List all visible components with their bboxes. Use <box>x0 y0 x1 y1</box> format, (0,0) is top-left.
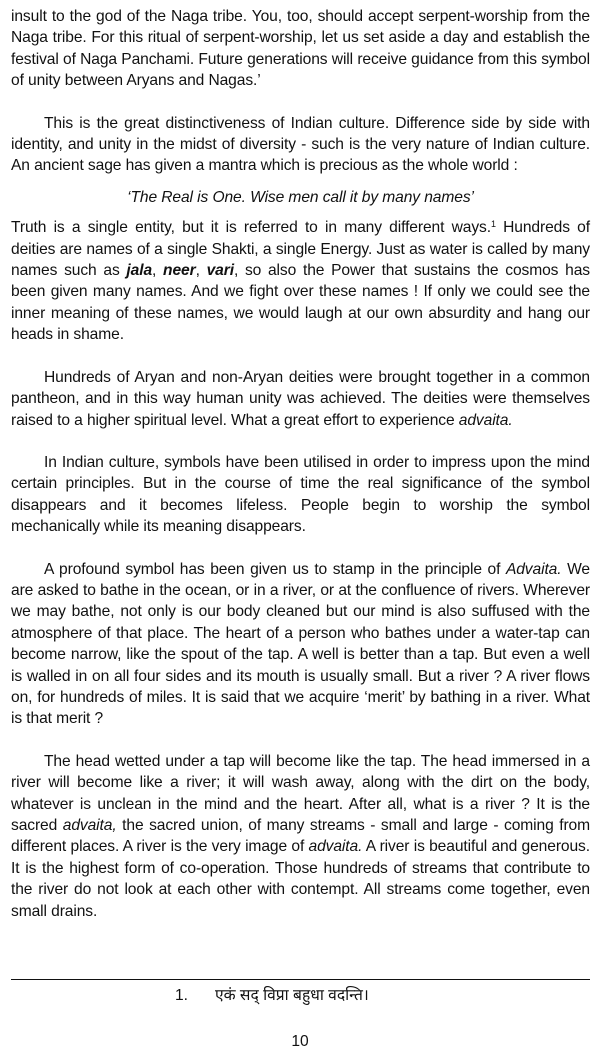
text-run: A river is beautiful and generous. It is the highest form of co-operation. Those hundreds of streams that contribute to the river do not look at each other with contempt. All streams come together, even small drains. <box>11 838 590 920</box>
footnote-text: एकं सद् विप्रा बहुधा वदन्ति। <box>215 987 369 1004</box>
text-run: , so also the Power that sustains the cosmos has been given many names. And we fight over these names ! If only we could see the inner meaning of these names, we would laugh at our own absurdity and hang our heads in shame. <box>11 262 590 344</box>
sanskrit-quote-translation <box>11 187 590 208</box>
page-body <box>11 6 590 922</box>
paragraph-6 <box>11 559 590 730</box>
paragraph-3 <box>11 217 590 345</box>
footnote-number: 1. <box>175 987 189 1004</box>
text-run: the sacred union, of many streams - small and large - coming from different places. A river is the very image of <box>11 817 591 856</box>
emphasized-term: advaita, <box>62 817 117 834</box>
text-run: ‘The Real is One. Wise men call it by many names’ <box>127 188 474 206</box>
text-run: We are asked to bathe in the ocean, or in a river, or at the confluence of rivers. Wherever we may bathe, not only is our body cleaned but our mind is also suffused with the atmosphere of that place. The heart of a person who bathes under a water-tap can become narrow, like the spout of the tap. A well is better than a tap. But even a well is walled in on all four sides and its mouth is usually small. But a river ? A river flows on, for hundreds of miles. It is said that we acquire ‘merit’ by bathing in a river. What is that merit ? <box>11 560 590 728</box>
page-number: 10 <box>291 1033 309 1050</box>
text-run: insult to the god of the Naga tribe. You, too, should accept serpent-worship from the Naga tribe. For this ritual of serpent-worship, let us set aside a day and establish the festival of Naga Panchami. Future generations will receive guidance from this symbol of unity between Aryans and Nagas.’ <box>11 8 590 90</box>
paragraph-7 <box>11 751 590 922</box>
text-run: , <box>152 262 164 280</box>
emphasized-term: vari <box>206 262 234 280</box>
paragraph-2 <box>11 113 590 177</box>
emphasized-term: Advaita. <box>505 560 562 578</box>
text-run: Hundreds of deities are names of a single Shakti, a single Energy. Just as water is called by many names such as <box>11 219 590 280</box>
text-run: A profound symbol has been given us to stamp in the principle of <box>44 560 506 578</box>
emphasized-term: advaita. <box>458 411 513 429</box>
emphasized-term: advaita. <box>308 838 363 856</box>
paragraph-1 <box>11 6 590 92</box>
text-run: Truth is a single entity, but it is referred to in many different ways. <box>11 219 491 237</box>
paragraph-5 <box>11 452 590 538</box>
text-run: Hundreds of Aryan and non-Aryan deities were brought together in a common pantheon, and in this way human unity was achieved. The deities were themselves raised to a higher spiritual level. What a great effort to experience <box>11 368 590 429</box>
text-run: , <box>195 262 207 280</box>
footnote-ref: 1 <box>490 219 496 230</box>
text-run: This is the great distinctiveness of Indian culture. Difference side by side with identity, and unity in the midst of diversity - such is the very nature of Indian culture. An ancient sage has given a mantra which is precious as the whole world : <box>11 114 590 175</box>
footnote-divider <box>11 979 590 980</box>
paragraph-4 <box>11 367 590 431</box>
emphasized-term: jala <box>126 262 153 280</box>
text-run: In Indian culture, symbols have been utilised in order to impress upon the mind certain principles. But in the course of time the real significance of the symbol disappears and it becomes lifeless. People begin to worship the symbol mechanically while its meaning disappears. <box>11 453 590 536</box>
footnote <box>175 986 369 1006</box>
emphasized-term: neer <box>163 262 196 280</box>
text-run: The head wetted under a tap will become like the tap. The head immersed in a river will become like a river; it will wash away, along with the dirt on the body, whatever is unclean in the mind and the heart. After all, what is a river ? It is the sacred <box>11 752 590 834</box>
